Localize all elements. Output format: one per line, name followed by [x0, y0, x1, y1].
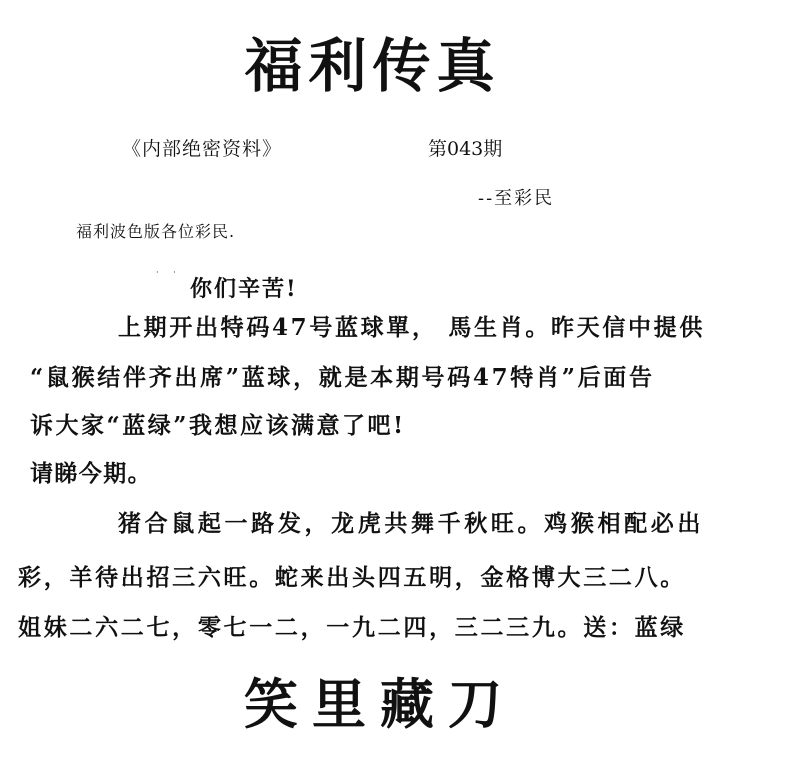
issue-number: 第043期 — [428, 138, 503, 160]
body-line-1: 上期开出特码47号蓝球單， 馬生肖。昨天信中提供 — [118, 314, 706, 341]
document-subtitle: 《内部绝密资料》 — [122, 138, 283, 160]
body-line-2: “鼠猴结伴齐出席”蓝球，就是本期号码47特肖”后面告 — [30, 364, 655, 391]
body-line-6: 彩，羊待出招三六旺。蛇来出头四五明，金格博大三二八。 — [18, 564, 686, 591]
body-line-5: 猪合鼠起一路发，龙虎共舞千秋旺。鸡猴相配必出 — [118, 510, 704, 537]
decorative-specks: · · — [156, 268, 182, 277]
signature-line: --至彩民 — [478, 188, 555, 209]
greeting-line: 福利波色版各位彩民. — [76, 222, 236, 241]
body-line-4: 请睇今期。 — [30, 460, 152, 487]
thanks-line: 你们辛苦! — [190, 276, 298, 302]
body-line-3: 诉大家“蓝绿”我想应该满意了吧! — [30, 412, 406, 439]
footer-slogan: 笑里藏刀 — [244, 672, 516, 736]
body-line-7: 姐妹二六二七，零七一二，一九二四，三二三九。送：蓝绿 — [18, 614, 686, 641]
document-title: 福利传真 — [244, 32, 501, 100]
